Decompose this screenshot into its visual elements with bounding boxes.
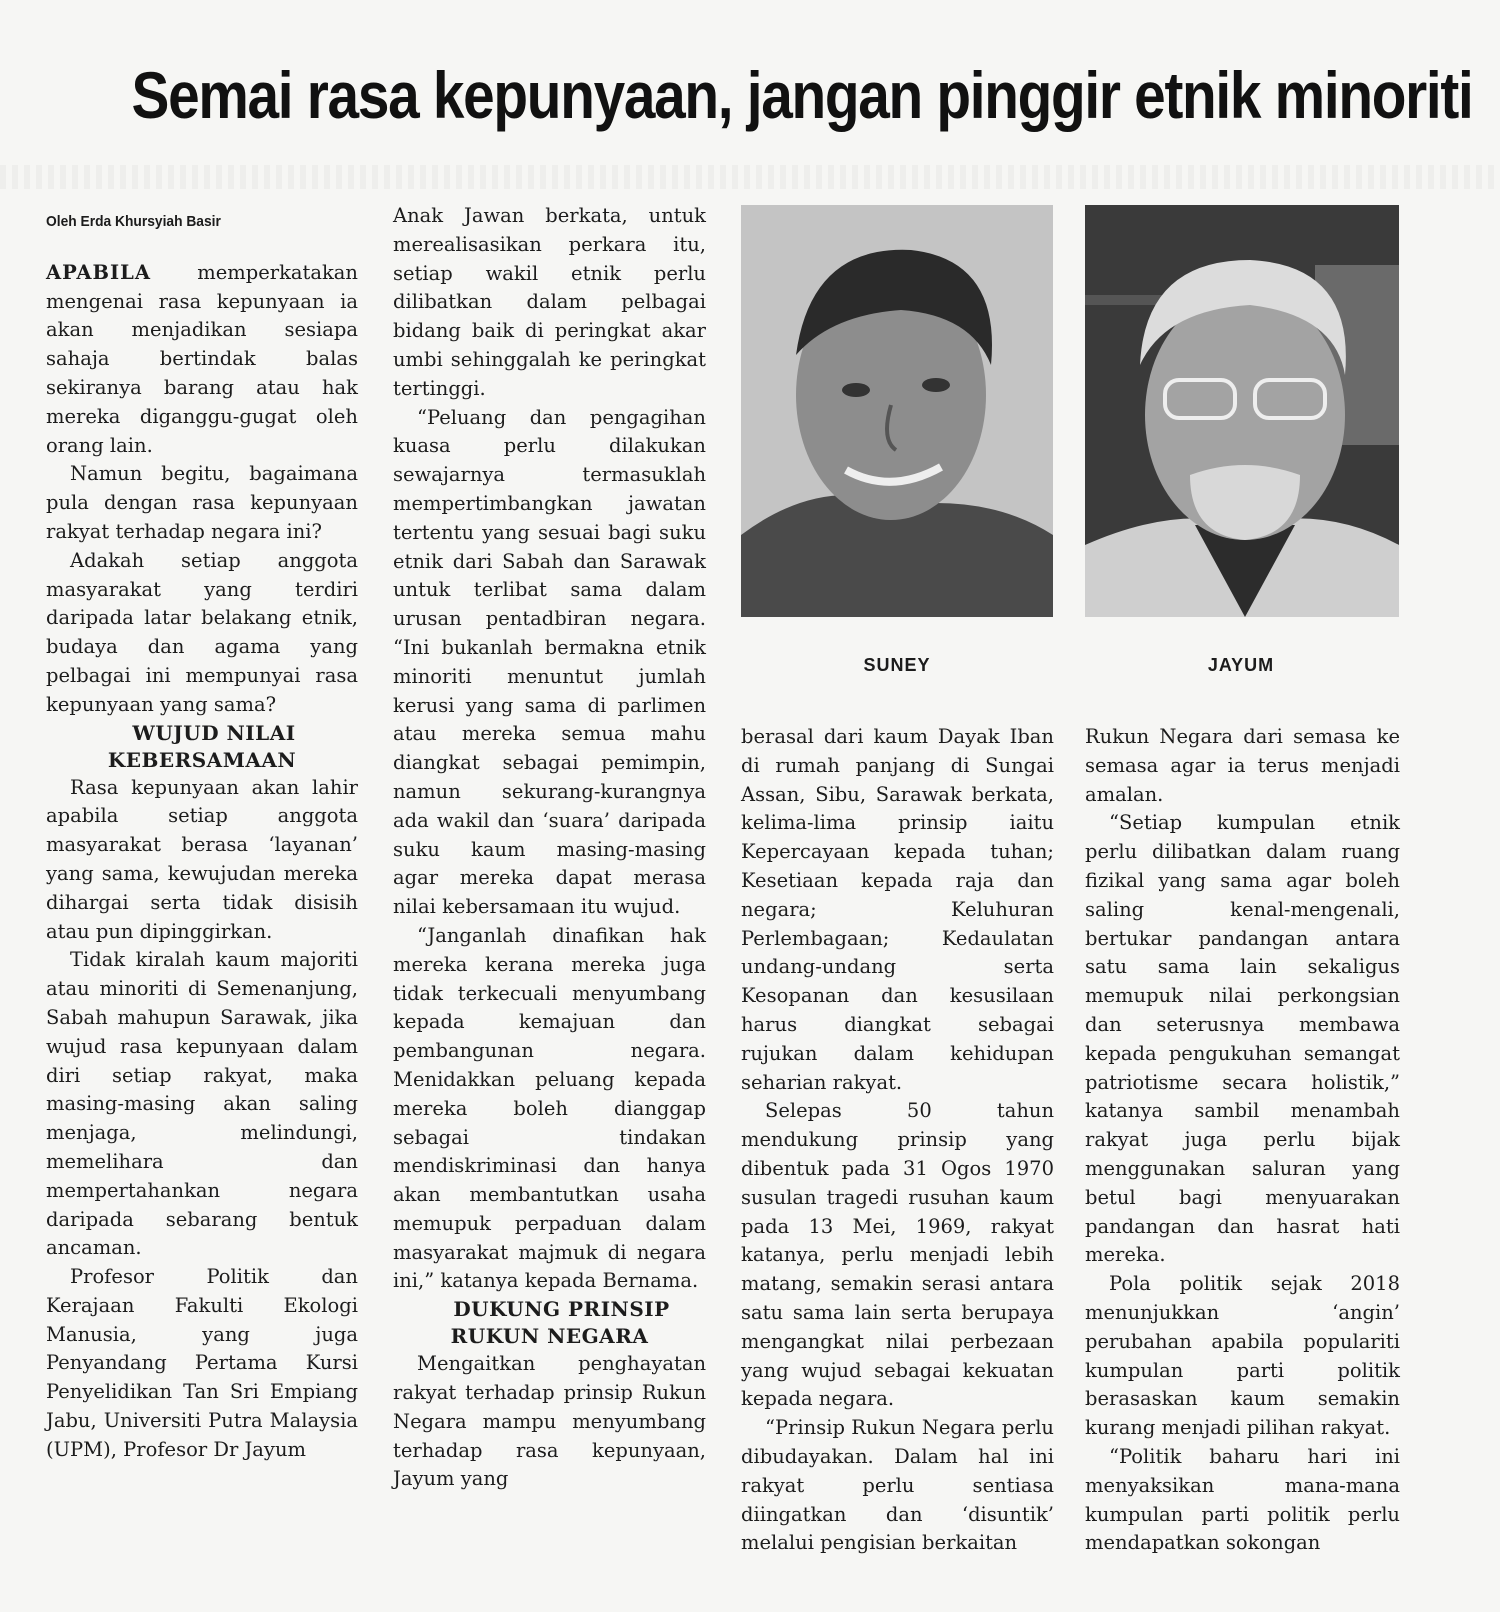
paragraph: Rukun Negara dari semasa ke semasa agar ia terus menjadi amalan.	[1085, 725, 1400, 806]
paragraph: Mengaitkan penghayatan rakyat terhadap prinsip Rukun Negara mampu menyumbang terhadap rasa kepunyaan, Jayum yang	[393, 1352, 706, 1491]
paragraph: Tidak kiralah kaum majoriti atau minoriti di Semenanjung, Sabah mahupun Sarawak, jika wujud rasa kepunyaan dalam diri setiap rakyat, maka masing-masing akan saling menjaga, melindungi, memelihara dan mempertahankan negara daripada sebarang bentuk ancaman.	[46, 948, 358, 1260]
suney-caption: SUNEY	[863, 655, 931, 675]
article-column-4	[1085, 723, 1400, 1558]
jayum-photo	[1085, 205, 1399, 617]
suney-portrait-illustration	[741, 205, 1053, 617]
lead-paragraph	[46, 259, 358, 461]
paragraph: “Janganlah dinafikan hak mereka kerana mereka juga tidak terkecuali menyumbang kepada kemajuan dan pembangunan negara. Menidakkan peluang kepada mereka boleh dianggap sebagai tindakan mendiskriminasi dan hanya akan membantutkan usaha memupuk perpaduan dalam masyarakat majmuk di negara ini,” katanya kepada Bernama.	[393, 923, 706, 1293]
lead-text: memperkatakan mengenai rasa kepunyaan ia akan menjadikan sesiapa sahaja bertindak balas sekiranya barang atau hak mereka diganggu-gugat oleh orang lain.	[46, 260, 358, 457]
paragraph: Anak Jawan berkata, untuk merealisasikan perkara itu, setiap wakil etnik perlu dilibatkan dalam pelbagai bidang baik di peringkat akar umbi sehinggalah ke peringkat tertinggi.	[393, 204, 706, 400]
jayum-caption: JAYUM	[1207, 655, 1275, 675]
article-column-1	[46, 198, 358, 1465]
article-column-3	[741, 723, 1054, 1558]
byline: Oleh Erda Khursyiah Basir	[46, 213, 221, 230]
paragraph: “Prinsip Rukun Negara perlu dibudayakan. Dalam hal ini rakyat perlu sentiasa diingatkan dan ‘disuntik’ melalui pengisian berkaitan	[741, 1416, 1054, 1555]
subheading-dukung: DUKUNG PRINSIP RUKUN NEGARA	[450, 1297, 670, 1349]
paragraph: Profesor Politik dan Kerajaan Fakulti Ekologi Manusia, yang juga Penyandang Pertama Kursi Penyelidikan Tan Sri Empiang Jabu, Universiti Putra Malaysia (UPM), Profesor Dr Jayum	[46, 1265, 358, 1461]
paragraph: Pola politik sejak 2018 menunjukkan ‘angin’ perubahan apabila populariti kumpulan parti politik berasaskan kaum semakin kurang menjadi pilihan rakyat.	[1085, 1272, 1400, 1440]
jayum-portrait-illustration	[1085, 205, 1399, 617]
lead-word: APABILA	[46, 260, 151, 284]
paragraph: Adakah setiap anggota masyarakat yang terdiri daripada latar belakang etnik, budaya dan agama yang pelbagai ini mempunyai rasa kepunyaan yang sama?	[46, 548, 358, 716]
headline: Semai rasa kepunyaan, jangan pinggir etnik minoriti	[131, 58, 1473, 132]
paper-texture-band	[0, 165, 1500, 189]
paragraph: berasal dari kaum Dayak Iban di rumah panjang di Sungai Assan, Sibu, Sarawak berkata, kelima-lima prinsip iaitu Kepercayaan kepada tuhan; Kesetiaan kepada raja dan negara; Keluhuran Perlembagaan; Kedaulatan undang-undang serta Kesopanan dan kesusilaan harus diangkat sebagai rujukan dalam kehidupan seharian rakyat.	[741, 725, 1054, 1094]
subheading-wujud: WUJUD NILAI KEBERSAMAAN	[107, 720, 297, 772]
paragraph: “Peluang dan pengagihan kuasa perlu dilakukan sewajarnya termasuklah mempertimbangkan jawatan tertentu yang sesuai bagi suku etnik dari Sabah dan Sarawak untuk terlibat sama dalam urusan pentadbiran negara. “Ini bukanlah bermakna etnik minoriti menuntut jumlah kerusi yang sama di parlimen atau mereka semua mahu diangkat sebagai pemimpin, namun sekurang-kurangnya ada wakil dan ‘suara’ daripada suku kaum masing-masing agar mereka dapat merasa nilai kebersamaan itu wujud.	[393, 405, 706, 919]
article-column-2	[393, 202, 706, 1494]
paragraph: Namun begitu, bagaimana pula dengan rasa kepunyaan rakyat terhadap negara ini?	[46, 462, 358, 543]
paragraph: Selepas 50 tahun mendukung prinsip yang dibentuk pada 31 Ogos 1970 susulan tragedi rusuhan kaum pada 13 Mei, 1969, rakyat katanya, perlu menjadi lebih matang, semakin serasi antara satu sama lain serta berupaya mengangkat nilai perbezaan yang wujud sebagai kekuatan kepada negara.	[741, 1099, 1054, 1411]
suney-photo	[741, 205, 1053, 617]
paragraph: Rasa kepunyaan akan lahir apabila setiap anggota masyarakat berasa ‘layanan’ yang sama, kewujudan mereka dihargai serta tidak disisih atau pun dipinggirkan.	[46, 775, 358, 943]
paragraph: “Setiap kumpulan etnik perlu dilibatkan dalam ruang fizikal yang sama agar boleh saling kenal-mengenali, bertukar pandangan antara satu sama lain sekaligus memupuk nilai perkongsian dan seterusnya membawa kepada pengukuhan semangat patriotisme secara holistik,” katanya sambil menambah rakyat juga perlu bijak menggunakan saluran yang betul bagi menyuarakan pandangan dan hasrat hati mereka.	[1085, 811, 1400, 1267]
paragraph: “Politik baharu hari ini menyaksikan mana-mana kumpulan parti politik perlu mendapatkan sokongan	[1085, 1444, 1400, 1555]
